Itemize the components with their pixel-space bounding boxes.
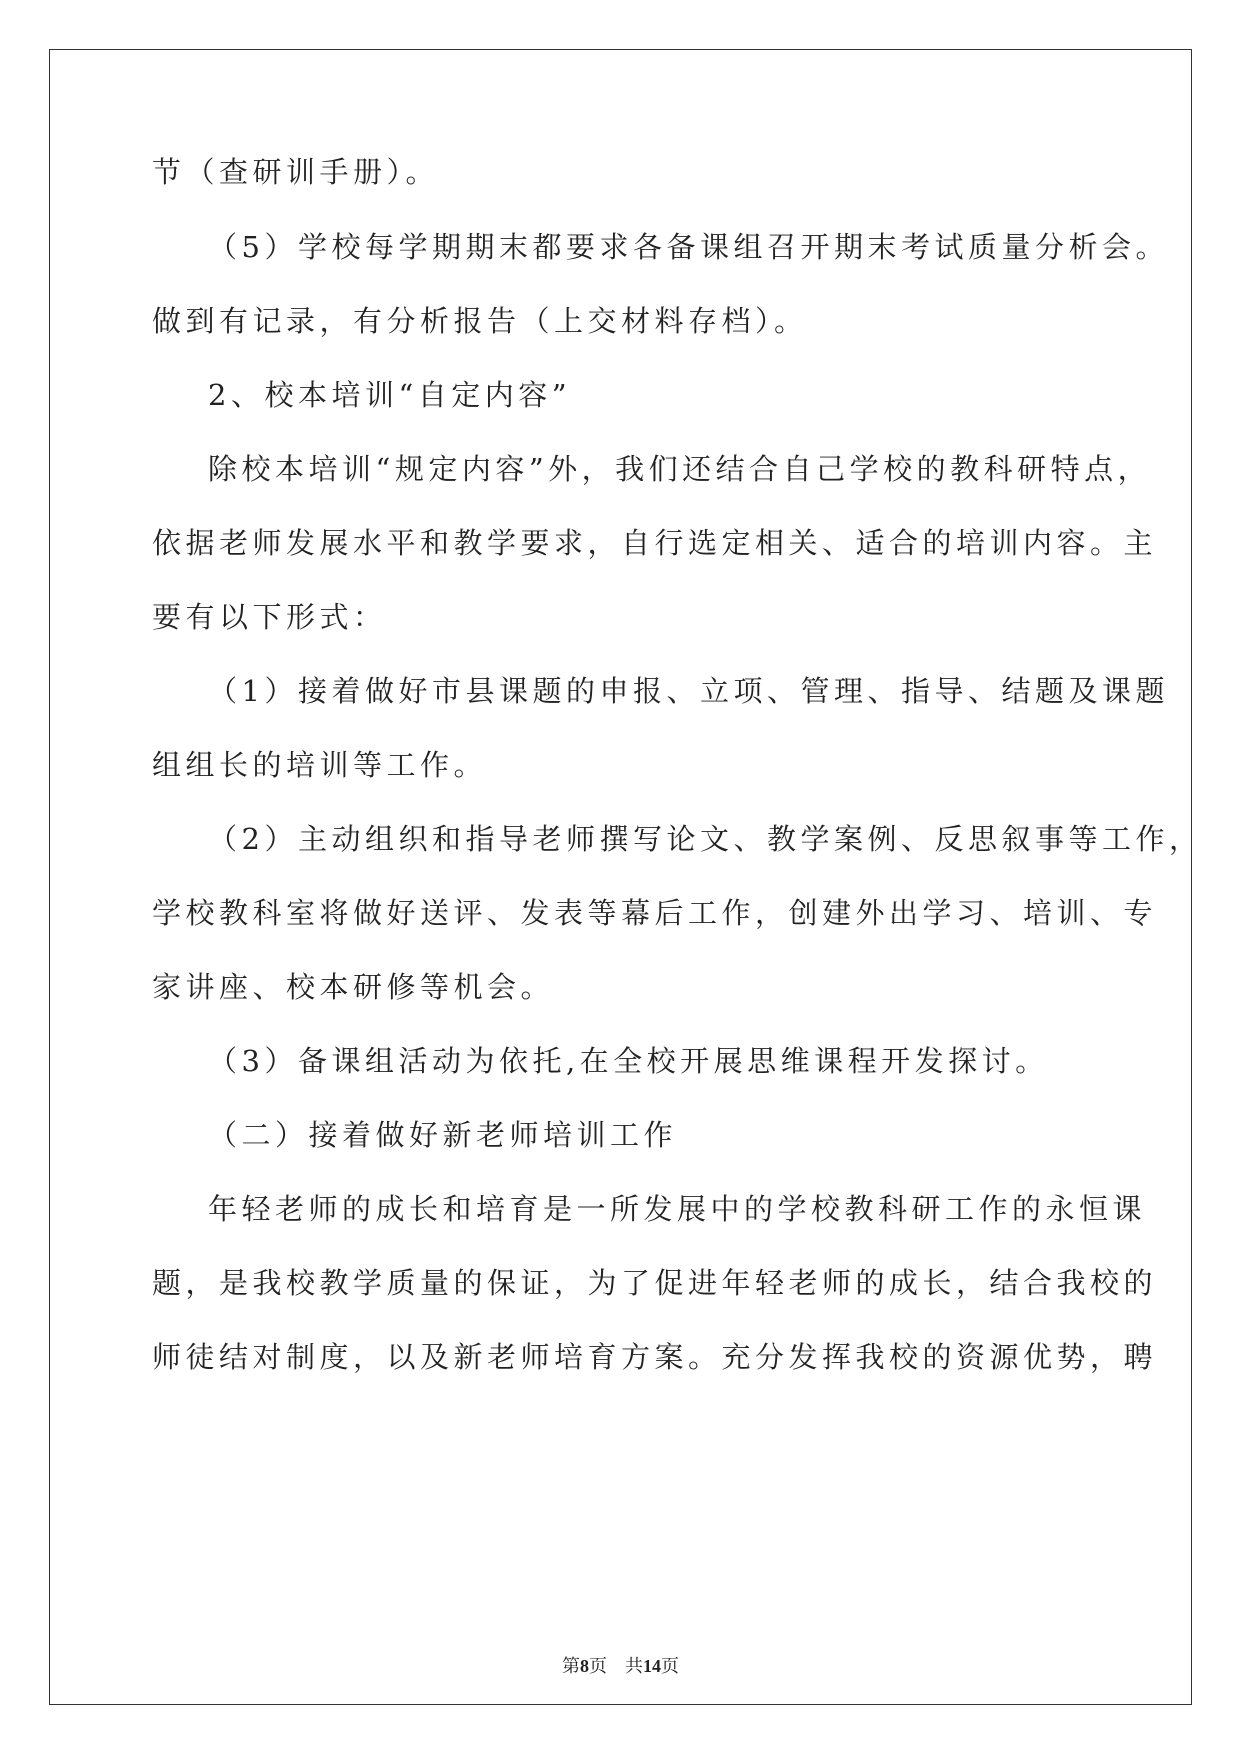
footer-page-suffix: 页 (589, 1656, 607, 1676)
text-line: 除校本培训“规定内容”外，我们还结合自己学校的教科研特点， (208, 452, 1152, 486)
text-line: 年轻老师的成长和培育是一所发展中的学校教科研工作的永恒课 (208, 1192, 1147, 1226)
section-heading: 2、校本培训“自定内容” (208, 378, 572, 412)
footer-total-suffix: 页 (661, 1656, 679, 1676)
footer-page-number: 8 (580, 1656, 589, 1676)
section-heading: （二）接着做好新老师培训工作 (208, 1118, 678, 1152)
page-footer (0, 1652, 1241, 1678)
text-line: 题，是我校教学质量的保证，为了促进年轻老师的成长，结合我校的 (152, 1266, 1158, 1300)
page-border (49, 49, 1192, 1705)
text-line: 节（查研训手册）。 (152, 155, 440, 189)
text-line: 家讲座、校本研修等机会。 (152, 970, 555, 1004)
text-line: 组组长的培训等工作。 (152, 748, 488, 782)
text-line: 要有以下形式： (152, 600, 387, 634)
text-line: 学校教科室将做好送评、发表等幕后工作，创建外出学习、培训、专 (152, 896, 1158, 930)
text-line: 依据老师发展水平和教学要求，自行选定相关、适合的培训内容。主 (152, 526, 1158, 560)
text-line: 做到有记录，有分析报告（上交材料存档）。 (152, 304, 808, 338)
footer-total-pages: 14 (643, 1656, 661, 1676)
footer-prefix: 第 (562, 1656, 580, 1676)
text-line: （2）主动组织和指导老师撰写论文、教学案例、反思叙事等工作， (208, 822, 1203, 856)
text-line: （5）学校每学期期末都要求各备课组召开期末考试质量分析会。 (208, 230, 1169, 264)
text-line: （3）备课组活动为依托,在全校开展思维课程开发探讨。 (208, 1044, 1049, 1078)
text-line: 师徒结对制度，以及新老师培育方案。充分发挥我校的资源优势，聘 (152, 1340, 1158, 1374)
footer-total-prefix: 共 (625, 1656, 643, 1676)
text-line: （1）接着做好市县课题的申报、立项、管理、指导、结题及课题 (208, 674, 1169, 708)
